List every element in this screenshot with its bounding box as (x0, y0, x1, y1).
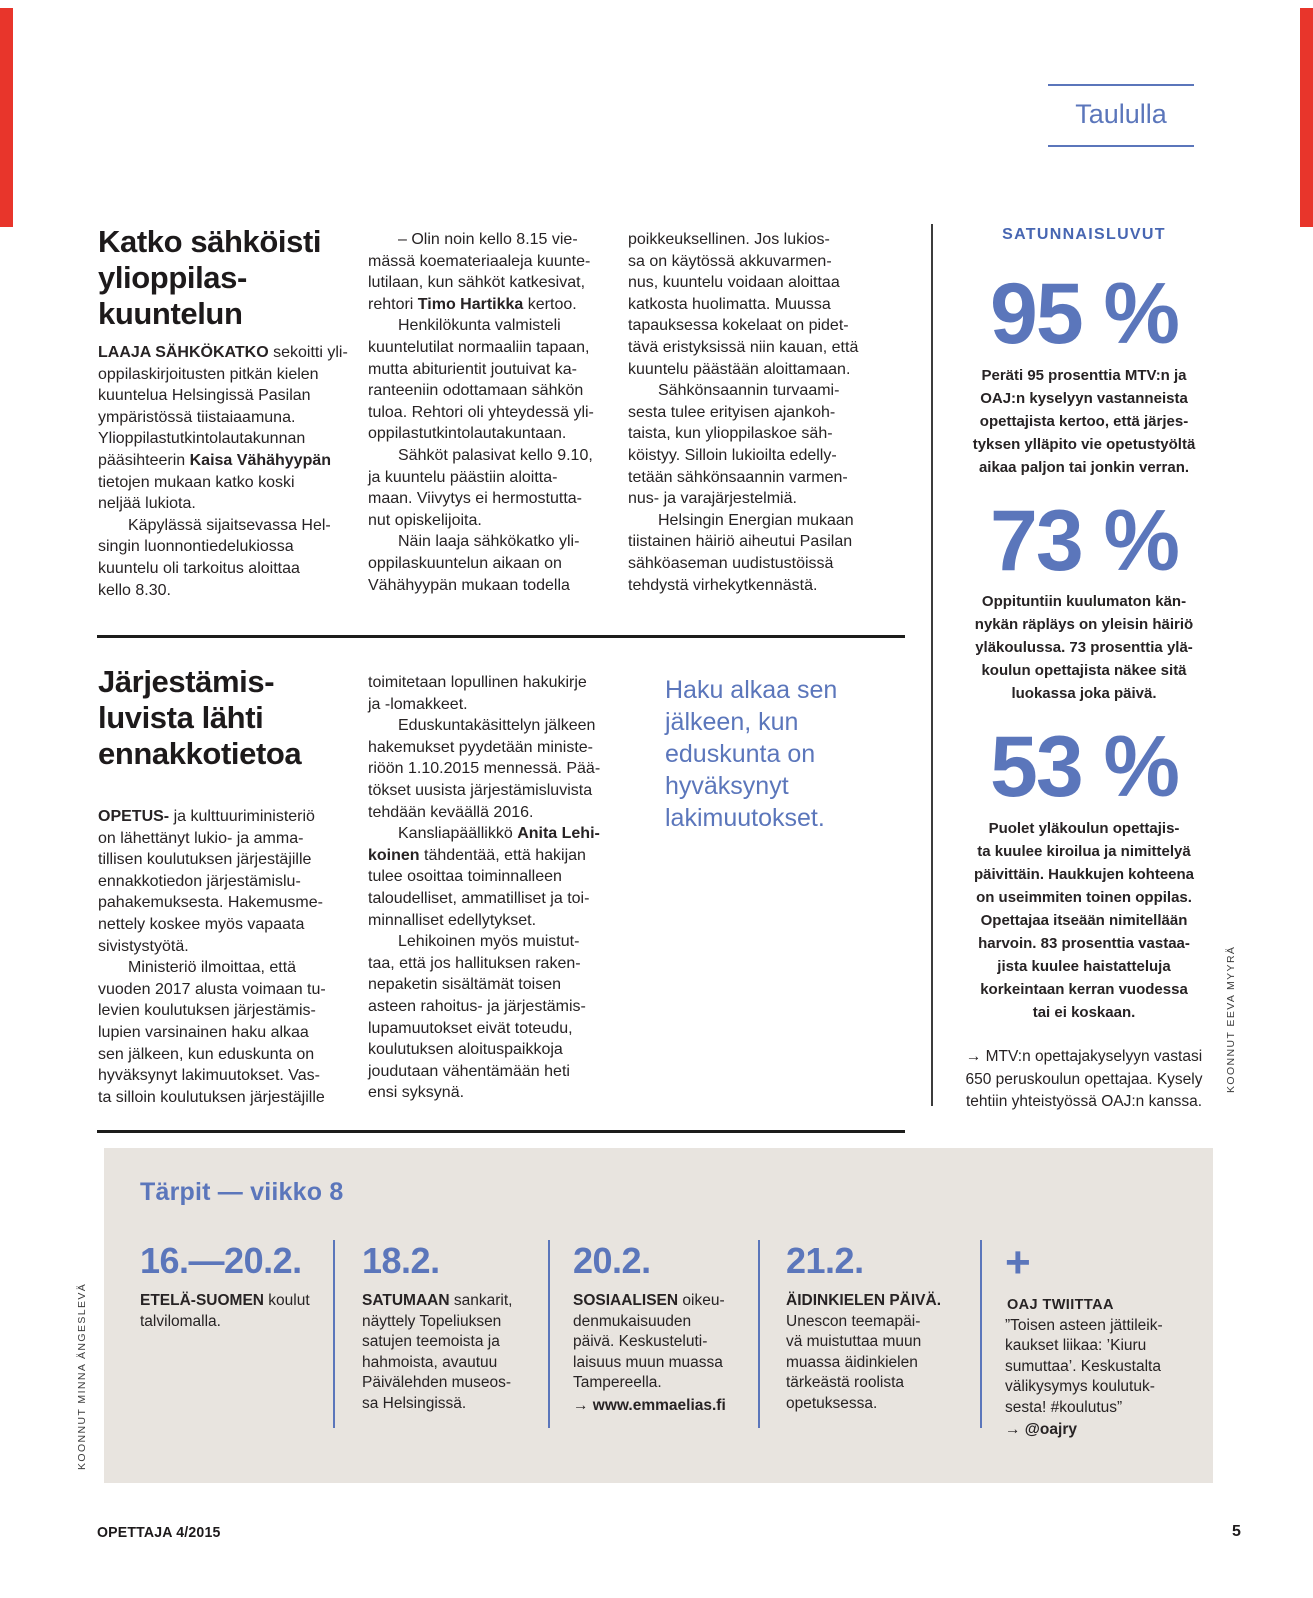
credit-right: KOONNUT EEVA MYYRÄ (1225, 945, 1237, 1093)
tip-text: ÄIDINKIELEN PÄIVÄ. Unescon teemapäi- vä muistuttaa muun muassa äidinkielen tärkeästä roolista opetuksessa. (786, 1292, 942, 1412)
article1-col3-text: poikkeuksellinen. Jos lukios- sa on käytössä akkuvarmen- nus, kuuntelu voidaan aloittaa katkosta huolimatta. Muussa tapauksessa kokelaat on pidet- tävä eristyksissä niin kauan, että kuuntelu päästään aloittamaan. Sähkönsaannin turvaami- sesta tulee erityisen ajankoh- taista, kun ylioppilaskoe säh- köistyy. Silloin lukioilta edelly- tetään sähkönsaannin varmen- nus- ja varajärjestelmiä. Helsingin Energian mukaan tiistainen häiriö aiheutui Pasilan sähköaseman uudistustöissä tehdystä virhekytkennästä. (628, 231, 859, 594)
article2 (98, 664, 366, 1108)
bottom-divider-rule (97, 1130, 905, 1133)
tip-date: 18.2. (362, 1240, 440, 1281)
article1-col1-text: LAAJA SÄHKÖKATKO sekoitti yli- oppilaskirjoitusten pitkän kielen kuuntelua Helsingissä Pasilan ympäristössä tiistaiaamuna. Ylioppilastutkintolautakunnan pääsihteerin Kaisa Vähähyypän tietojen mukaan katko koski neljää lukiota. Käpylässä sijaitsevassa Hel- singin luonnontiedelukiossa kuuntelu oli tarkoitus aloittaa kello 8.30. (98, 344, 348, 599)
tips-heading: Tärpit — viikko 8 (140, 1178, 344, 1206)
page-edge-marker-right (1300, 8, 1313, 227)
stat-95-caption: Peräti 95 prosenttia MTV:n ja OAJ:n kyselyyn vastanneista opettajista kertoo, että järjes- tyksen ylläpito vie opetustyöltä aikaa paljon tai jonkin verran. (972, 366, 1196, 476)
sidebar-divider-rule (931, 224, 933, 1106)
stat-53 (948, 719, 1220, 1024)
stat-95-value: 95 % (989, 266, 1179, 362)
tips-column-divider (758, 1240, 760, 1428)
tip-text: ETELÄ-SUOMEN koulut talvilomalla. (140, 1292, 310, 1330)
stat-73 (948, 492, 1220, 706)
tip-item-oaj-tweets (1005, 1238, 1195, 1439)
tip-text: SATUMAAN sankarit, näyttely Topeliuksen satujen teemoista ja hahmoista, avautuu Päivälehden museos- sa Helsingissä. (362, 1292, 513, 1412)
tip-link-twitter[interactable]: → @oajry (1005, 1421, 1077, 1439)
stat-53-value: 53 % (989, 719, 1179, 816)
tip-link-url[interactable]: → www.emmaelias.fi (573, 1396, 726, 1414)
survey-footnote: → MTV:n opettajakyselyyn vastasi 650 peruskoulun opettajaa. Kysely tehtiin yhteistyössä OAJ:n kanssa. (965, 1048, 1203, 1111)
tips-column-divider (980, 1240, 982, 1428)
plus-icon: + (1005, 1238, 1031, 1287)
article1-headline: Katko sähköisti ylioppilas- kuuntelun (98, 224, 322, 331)
article2-col1-text: OPETUS- ja kulttuuriministeriö on lähettänyt lukio- ja amma- tillisen koulutuksen järjestäjille ennakkotiedon järjestämislu- pahakemuksesta. Hakemusme- nettely koskee myös vapaata sivistystyötä. Ministeriö ilmoittaa, että vuoden 2017 alusta voimaan tu- levien koulutuksen järjestämis- lupien varsinainen haku alkaa sen jälkeen, kun eduskunta on hyväksynyt lakimuutokset. Vas- ta silloin koulutuksen järjestäjille (98, 808, 326, 1106)
tip-text: SOSIAALISEN oikeu- denmukaisuuden päivä. Keskusteluti- laisuus muun muassa Tampereella. (573, 1292, 725, 1391)
article2-col2-text: toimitetaan lopullinen hakukirje ja -lomakkeet. Eduskuntakäsittelyn jälkeen hakemukset pyydetään ministe- riöön 1.10.2015 mennessä. Pää- tökset uusista järjestämisluvista tehdään keväällä 2016. Kansliapäällikkö Anita Lehi- koinen tähdentää, että hakijan tulee osoittaa toiminnalleen taloudelliset, ammatilliset ja toi- minnalliset edellytykset. Lehikoinen myös muistut- taa, että jos hallituksen raken- nepaketin sisältämät toisen asteen rahoitus- ja järjestämis- lupamuutokset eivät toteudu, koulutuksen aloituspaikkoja joudutaan vähentämään heti ensi syksynä. (368, 674, 601, 1102)
credit-left: KOONNUT MINNA ÄNGESLEVÄ (76, 1282, 88, 1470)
stat-73-caption: Oppituntiin kuulumaton kän- nykän räpläys on yleisin häiriö yläkoulussa. 73 prosenttia ylä- koulun opettajista näkee sitä luokassa joka päivä. (974, 593, 1194, 703)
footer-page-number: 5 (1232, 1523, 1241, 1540)
tips-box (104, 1148, 1213, 1483)
tip-item-winter-holiday (140, 1240, 320, 1332)
tip-date: 21.2. (786, 1240, 864, 1281)
stat-95 (948, 266, 1220, 479)
stat-73-value: 73 % (989, 492, 1179, 589)
tip-label: OAJ TWIITTAA (1007, 1296, 1114, 1313)
tips-column-divider (333, 1240, 335, 1428)
tip-date: 20.2. (573, 1240, 651, 1281)
tips-column-divider (548, 1240, 550, 1428)
stat-53-caption: Puolet yläkoulun opettajis- ta kuulee kiroilua ja nimittelyä päivittäin. Haukkujen kohteena on useimmiten toinen oppilas. Opettajaa itseään nimitellään harvoin. 83 prosenttia vastaa- jista kuulee haistatteluja korkeintaan kerran vuodessa tai ei koskaan. (973, 820, 1195, 1022)
article1-col2-text: – Olin noin kello 8.15 vie- mässä koemateriaaleja kuunte- lutilaan, kun sähköt katkesivat, rehtori Timo Hartikka kertoo. Henkilökunta valmisteli kuuntelutilat normaaliin tapaan, mutta abiturientit joutuivat ka- ranteeniin odottamaan sähkön tuloa. Rehtori oli yhteydessä yli- oppilastutkintolautakuntaan. Sähköt palasivat kello 9.10, ja kuuntelu päästiin aloitta- maan. Viivytys ei hermostutta- nut opiskelijoita. Näin laaja sähkökatko yli- oppilaskuuntelun aikaan on Vähähyypän mukaan todella (368, 231, 594, 594)
tip-item-social-justice-day (573, 1240, 745, 1415)
tip-text: ”Toisen asteen jättileik- kaukset liikaa: ’Kiuru sumuttaa’. Keskustalta välikysymys koulutuk- sesta! #koulutus” (1005, 1316, 1163, 1416)
section-label: Taululla (1048, 84, 1194, 147)
article-divider-rule (97, 635, 905, 638)
article1 (98, 224, 366, 601)
pull-quote: Haku alkaa sen jälkeen, kun eduskunta on hyväksynyt lakimuutokset. (665, 676, 838, 832)
tip-item-satumaan-sankarit (362, 1240, 534, 1414)
sidebar-heading: SATUNNAISLUVUT (1002, 226, 1166, 243)
random-numbers-sidebar (948, 226, 1220, 1114)
tip-item-mother-tongue-day (786, 1240, 966, 1414)
footer-magazine-issue: OPETTAJA 4/2015 (97, 1524, 221, 1541)
article2-headline: Järjestämis- luvista lähti ennakkotietoa (98, 664, 302, 771)
page-edge-marker-left (0, 8, 13, 227)
tip-date: 16.—20.2. (140, 1240, 302, 1281)
